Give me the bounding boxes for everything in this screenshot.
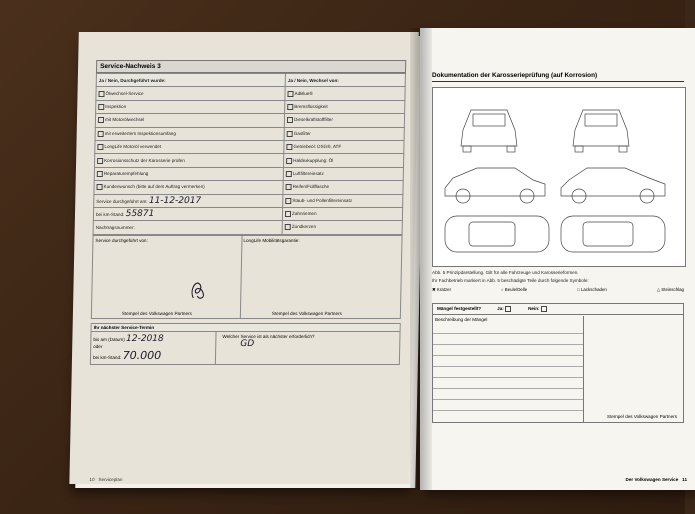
checkbox (287, 131, 293, 137)
table-row: Reparaturempfehlung Luftfiltereinsatz (94, 167, 403, 180)
stamp-label: Stempel des Volkswagen Partners (607, 414, 677, 419)
car-outline-drawing (433, 88, 685, 266)
symbol-stone: △ Steinschlag (656, 287, 684, 292)
defects-box (432, 303, 684, 423)
handwritten-service-date: 11-12-2017 (148, 195, 202, 206)
longlife-label: LongLife Mobilitätsgarantie: (243, 237, 300, 243)
table-row: mit erweitertem Inspektionsumfang Gasfilter (95, 127, 404, 140)
table-row: Kundenwunsch (bitte auf dem Auftrag vermerken) Reifen/Füllflasche (94, 181, 403, 194)
stamp-label-left: Stempel des Volkswagen Partners (121, 310, 192, 316)
table-row: Ölwechsel-Service AdBlue® (96, 87, 405, 100)
signature-stamp-box (91, 235, 403, 319)
next-or: oder (93, 343, 103, 349)
figure-caption: Abb. 5 Prinzipdarstellung. Gilt für alle Fahrzeuge und Karosserieformen. (432, 270, 579, 275)
next-service-title: Ihr nächster Service-Termin (92, 324, 400, 332)
col-header-changed: Ja / Nein, Wechsel von: (285, 74, 405, 87)
checkbox (286, 171, 292, 177)
symbol-paint: □ Lackschaden (577, 287, 607, 292)
yes-label: Ja: (497, 306, 504, 312)
checkbox (97, 171, 103, 177)
checkbox (98, 104, 104, 110)
damage-symbols (432, 287, 684, 293)
defect-description-label: Beschreibung der Mängel (435, 317, 488, 322)
table-row: Inspektion Bremsflüssigkeit (96, 100, 405, 113)
signature-scribble (187, 278, 210, 302)
checkbox (285, 224, 291, 230)
checkbox (286, 158, 292, 164)
next-date-label: bis am (Datum) (93, 336, 125, 342)
handwritten-next-answer: GD (240, 338, 255, 349)
service-by-label: Service durchgeführt von: (95, 237, 148, 243)
service-record-form (90, 60, 406, 365)
left-page (75, 36, 424, 488)
handwritten-next-km: 70.000 (122, 348, 162, 362)
table-row: LongLife Motoröl verwendet Getriebeöl: DSG®, ATF (95, 140, 404, 153)
symbol-dent: ○ Beule/Delle (500, 287, 528, 292)
symbol-scratch: ✖ Kratzer (432, 287, 452, 292)
right-page (420, 28, 695, 490)
service-table (93, 73, 406, 235)
checkbox (285, 211, 291, 217)
checkbox (98, 91, 104, 97)
checkbox (98, 117, 104, 123)
left-page-label: Serviceplan (98, 477, 123, 482)
car-diagram (432, 87, 686, 267)
next-km-label: bei km-Stand: (92, 354, 122, 360)
checkbox (97, 184, 103, 190)
table-row: mit Motorölwechsel Dieselkraftstofffilter (95, 114, 404, 127)
service-booklet (70, 28, 687, 490)
left-footer (89, 477, 122, 482)
table-row: Korrosionsschutz der Karosserie prüfen Haldexkupplung: Öl (94, 154, 403, 167)
checkbox (288, 91, 294, 97)
checkbox (286, 184, 292, 190)
defect-description-area (433, 316, 584, 422)
table-row: Service durchgeführt am: 11-12-2017 Staub- und Pollenfiltereinsatz (94, 194, 403, 207)
next-question: Welcher Service ist als nächster erforderlich? (222, 333, 315, 339)
defects-question: Mängel festgestellt? (437, 306, 482, 311)
checkbox (98, 131, 104, 137)
section-title: Service-Nachweis 3 (96, 60, 406, 73)
right-page-number: 11 (682, 477, 687, 482)
checkbox (97, 144, 103, 150)
checkbox (285, 198, 291, 204)
yes-checkbox (505, 306, 511, 312)
corrosion-check-section (432, 72, 684, 423)
next-service-box (90, 323, 401, 365)
handwritten-km: 55871 (125, 209, 155, 220)
checkbox (286, 144, 292, 150)
col-header-done: Ja / Nein, Durchgeführt wurde: (96, 74, 285, 87)
checkbox (97, 158, 103, 164)
corrosion-title: Dokumentation der Karosserieprüfung (auf Korrosion) (432, 72, 684, 82)
instruction-text: Ihr Fachbetrieb markiert in Abb. 5 beschädigte Teile durch folgende Symbole: (432, 278, 589, 283)
no-checkbox (541, 306, 547, 312)
table-row: Nachtragsnummer: Zündkerzen (93, 221, 402, 234)
left-page-number: 10 (89, 477, 95, 482)
checkbox (287, 117, 293, 123)
checkbox (287, 104, 293, 110)
right-footer (626, 477, 687, 482)
table-row: bei km-Stand: 55871 Zahnriemen (93, 207, 402, 220)
footer-brand: Der Volkswagen Service (625, 477, 679, 482)
no-label: Nein: (528, 306, 540, 312)
book-gutter (410, 28, 432, 490)
stamp-label-right: Stempel des Volkswagen Partners (271, 310, 342, 316)
handwritten-next-date: 12-2018 (125, 333, 164, 344)
